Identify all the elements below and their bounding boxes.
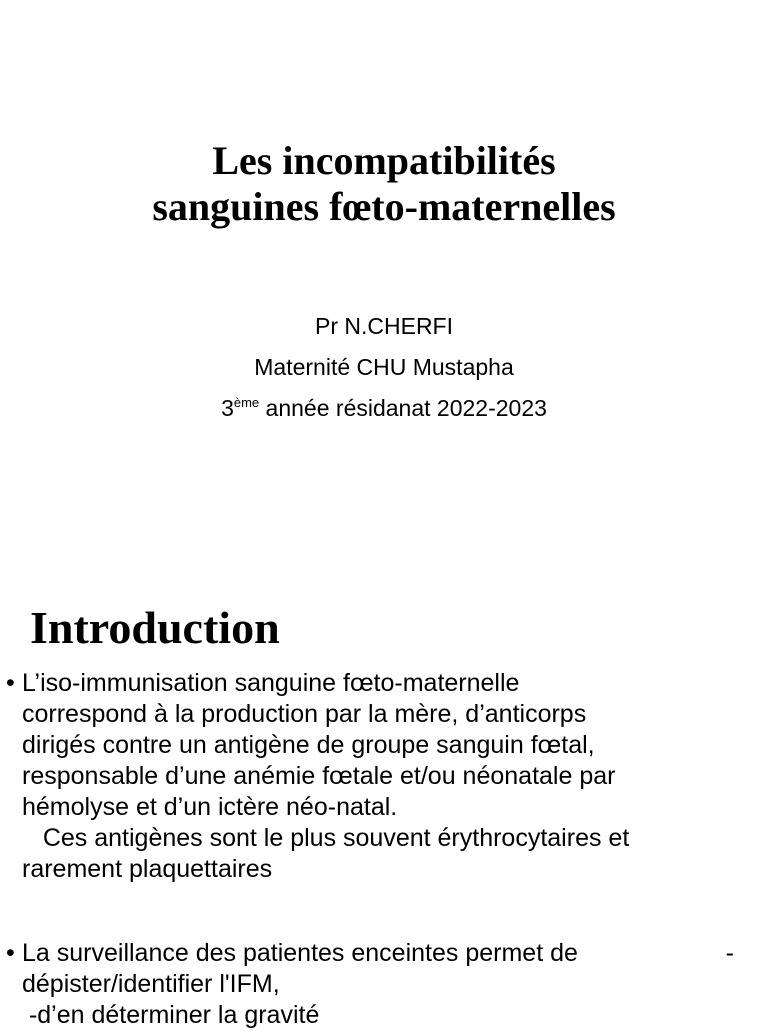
- bullet-paragraph: [6, 938, 760, 1031]
- bullet-line: L’iso-immunisation sanguine fœto-maternelle: [22, 669, 520, 697]
- bullet-line: correspond à la production par la mère, d’anticorps: [22, 700, 587, 728]
- year-superscript: ème: [233, 395, 260, 410]
- bullet-line: dépister/identifier l'IFM,: [22, 970, 280, 998]
- bullet-dot: •: [6, 669, 15, 697]
- academic-year: [0, 388, 768, 429]
- bullet-paragraph: [6, 668, 629, 885]
- bullet-line: hémolyse et d’un ictère néo-natal.: [22, 793, 398, 821]
- slide-title: [0, 138, 768, 230]
- slide-subtitle: [0, 306, 768, 429]
- section-heading: Introduction: [30, 602, 280, 653]
- bullet-line: rarement plaquettaires: [22, 855, 273, 883]
- bullet-dot: •: [6, 939, 15, 967]
- title-line-2: sanguines fœto-maternelles: [152, 184, 616, 229]
- bullet-line: responsable d’une anémie fœtale et/ou néonatale par: [22, 762, 616, 790]
- bullet-line: dirigés contre un antigène de groupe sanguin fœtal,: [22, 731, 595, 759]
- dash-mark: -: [725, 939, 734, 967]
- bullet-line: La surveillance des patientes enceintes permet de: [22, 939, 578, 967]
- title-line-1: Les incompatibilités: [212, 138, 556, 183]
- year-prefix: 3: [221, 395, 234, 421]
- year-text: année résidanat 2022-2023: [259, 395, 547, 421]
- bullet-line: -d’en déterminer la gravité: [22, 1001, 320, 1029]
- author-name: Pr N.CHERFI: [315, 313, 453, 339]
- bullet-line: Ces antigènes sont le plus souvent érythrocytaires et: [22, 824, 630, 852]
- institution-name: Maternité CHU Mustapha: [254, 354, 514, 380]
